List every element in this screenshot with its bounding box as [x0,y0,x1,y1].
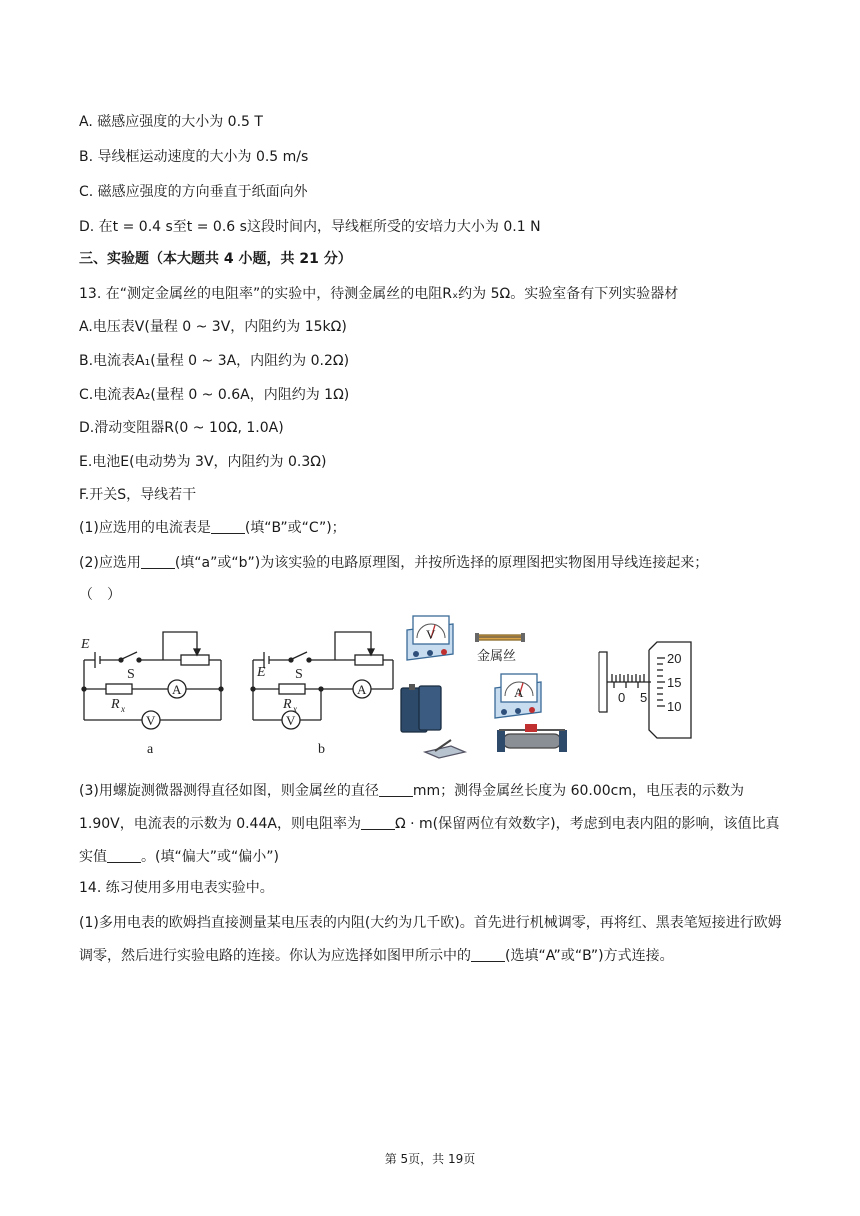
answer-blank[interactable] [471,947,505,962]
section-heading: 三、实验题（本大题共 4 小题，共 21 分） [79,251,352,267]
label-e: E [81,637,90,652]
answer-blank[interactable] [379,782,413,797]
label-e: E [257,665,266,680]
q13-part3: (3)用螺旋测微器测得直径如图，则金属丝的直径 mm；测得金属丝长度为 60.00cm，电压表的示数为1.90V，电流表的示数为 0.44A，则电阻率为 Ω · m(保留两位有效数字)，考虑到电表内阻的影响，该值比真实值 。(填“偏大”或“偏小”) [79,783,780,865]
circuit-b [251,632,393,729]
page-footer: 第 5页，共 19页 [384,1152,476,1166]
equipment-c: C.电流表A₂(量程 0 ~ 0.6A，内阻约为 1Ω) [79,387,350,403]
option-d: D. 在t = 0.4 s至t = 0.6 s这段时间内，导线框所受的安培力大小为 0.1 N [79,219,541,235]
q14-stem: 14. 练习使用多用电表实验中。 [79,880,274,896]
q13-stem: 13. 在“测定金属丝的电阻率”的实验中，待测金属丝的电阻Rₓ约为 5Ω。实验室备有下列实验器材 [79,286,679,302]
voltmeter-dial-label: V [426,627,436,642]
voltmeter-symbol: V [146,713,156,728]
equipment-d: D.滑动变阻器R(0 ~ 10Ω, 1.0A) [79,420,284,436]
mic-tick-15: 15 [667,675,682,690]
equipment-b: B.电流表A₁(量程 0 ~ 3A，内阻约为 0.2Ω) [79,353,350,369]
label-s: S [127,667,135,682]
option-a: A. 磁感应强度的大小为 0.5 T [79,114,263,130]
answer-blank[interactable] [361,815,395,830]
q13-part2: (2)应选用 (填“a”或“b”)为该实验的电路原理图，并按所选择的原理图把实物图用导线连接起来； [79,555,709,571]
ammeter-dial-label: A [514,685,524,700]
q13-part2-paren: （ ） [79,587,121,603]
q13-part1: (1)应选用的电流表是 (填“B”或“C”)； [79,520,346,536]
experiment-figures [79,612,699,762]
label-r: R [111,697,120,712]
wire-label: 金属丝 [477,649,517,664]
label-subscript: x [121,704,125,714]
equipment-f: F.开关S，导线若干 [79,487,197,503]
answer-blank[interactable] [107,848,141,863]
option-b: B. 导线框运动速度的大小为 0.5 m/s [79,149,309,165]
label-b: b [318,742,325,757]
option-c: C. 磁感应强度的方向垂直于纸面向外 [79,184,308,200]
label-r: R [283,697,292,712]
mic-main-0: 0 [618,690,626,705]
label-subscript: x [293,704,297,714]
rheostat-device [497,724,567,752]
equipment-e: E.电池E(电动势为 3V，内阻约为 0.3Ω) [79,454,327,470]
mic-tick-20: 20 [667,651,682,666]
label-s: S [295,667,303,682]
ammeter-symbol: A [357,682,367,697]
equipment-a: A.电压表V(量程 0 ~ 3V，内阻约为 15kΩ) [79,319,347,335]
answer-blank[interactable] [141,554,175,569]
voltmeter-symbol: V [286,713,296,728]
metal-wire-board [475,633,525,642]
switch-device [425,740,465,758]
battery-device [401,684,441,732]
ammeter-symbol: A [172,682,182,697]
label-a: a [147,742,154,757]
mic-main-5: 5 [640,690,648,705]
mic-tick-10: 10 [667,699,682,714]
q14-part1: (1)多用电表的欧姆挡直接测量某电压表的内阻(大约为几千欧)。首先进行机械调零，再将红、黑表笔短接进行欧姆调零，然后进行实验电路的连接。你认为应选择如图甲所示中的 (选填“A”或“B”)方式连接。 [79,915,782,964]
answer-blank[interactable] [211,519,245,534]
